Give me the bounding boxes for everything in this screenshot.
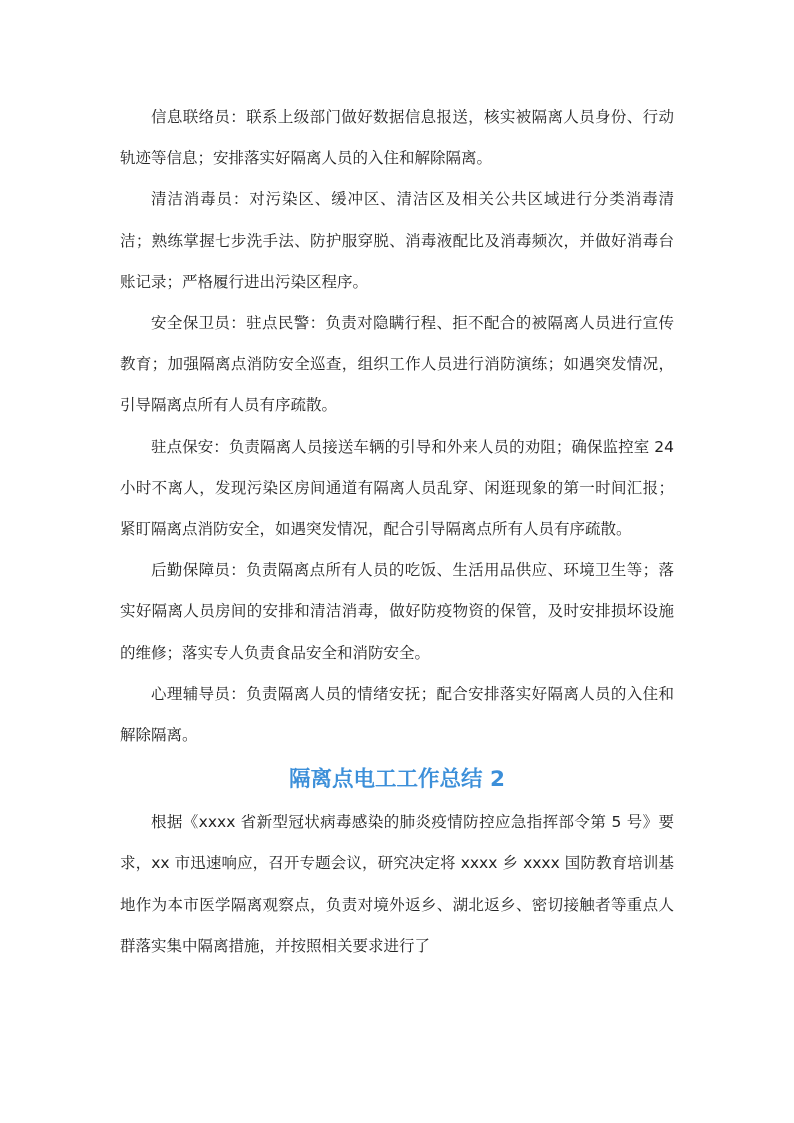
paragraph-psychological-counselor: 心理辅导员：负责隔离人员的情绪安抚；配合安排落实好隔离人员的入住和解除隔离。 — [120, 684, 674, 745]
paragraph-cleaning-disinfection: 清洁消毒员：对污染区、缓冲区、清洁区及相关公共区域进行分类消毒清洁；熟练掌握七步洗手法、防护服穿脱、消毒液配比及消毒频次，并做好消毒台账记录；严格履行进出污染区程序。 — [120, 190, 674, 291]
paragraph-background: 根据《xxxx 省新型冠状病毒感染的肺炎疫情防控应急指挥部令第 5 号》要求，xx 市迅速响应，召开专题会议，研究决定将 xxxx 乡 xxxx 国防教育培训基地作为本市医学隔离观察点，负责对境外返乡、湖北返乡、密切接触者等重点人群落实集中隔离措施，并按照相关要求进行了 — [120, 813, 674, 955]
paragraph-logistics-support: 后勤保障员：负责隔离点所有人员的吃饭、生活用品供应、环境卫生等；落实好隔离人员房间的安排和清洁消毒，做好防疫物资的保管，及时安排损坏设施的维修；落实专人负责食品安全和消防安全。 — [120, 561, 674, 662]
paragraph-onsite-security: 驻点保安：负责隔离人员接送车辆的引导和外来人员的劝阻；确保监控室 24 小时不离人，发现污染区房间通道有隔离人员乱穿、闲逛现象的第一时间汇报；紧盯隔离点消防安全，如遇突发情况，配合引导隔离点所有人员有序疏散。 — [120, 437, 674, 539]
section-title: 隔离点电工工作总结 2 — [289, 767, 505, 793]
paragraph-information-liaison: 信息联络员：联系上级部门做好数据信息报送，核实被隔离人员身份、行动轨迹等信息；安排落实好隔离人员的入住和解除隔离。 — [120, 108, 674, 168]
paragraph-security-guard: 安全保卫员：驻点民警：负责对隐瞒行程、拒不配合的被隔离人员进行宣传教育；加强隔离点消防安全巡查，组织工作人员进行消防演练；如遇突发情况，引导隔离点所有人员有序疏散。 — [120, 314, 674, 415]
document-body — [120, 97, 674, 967]
